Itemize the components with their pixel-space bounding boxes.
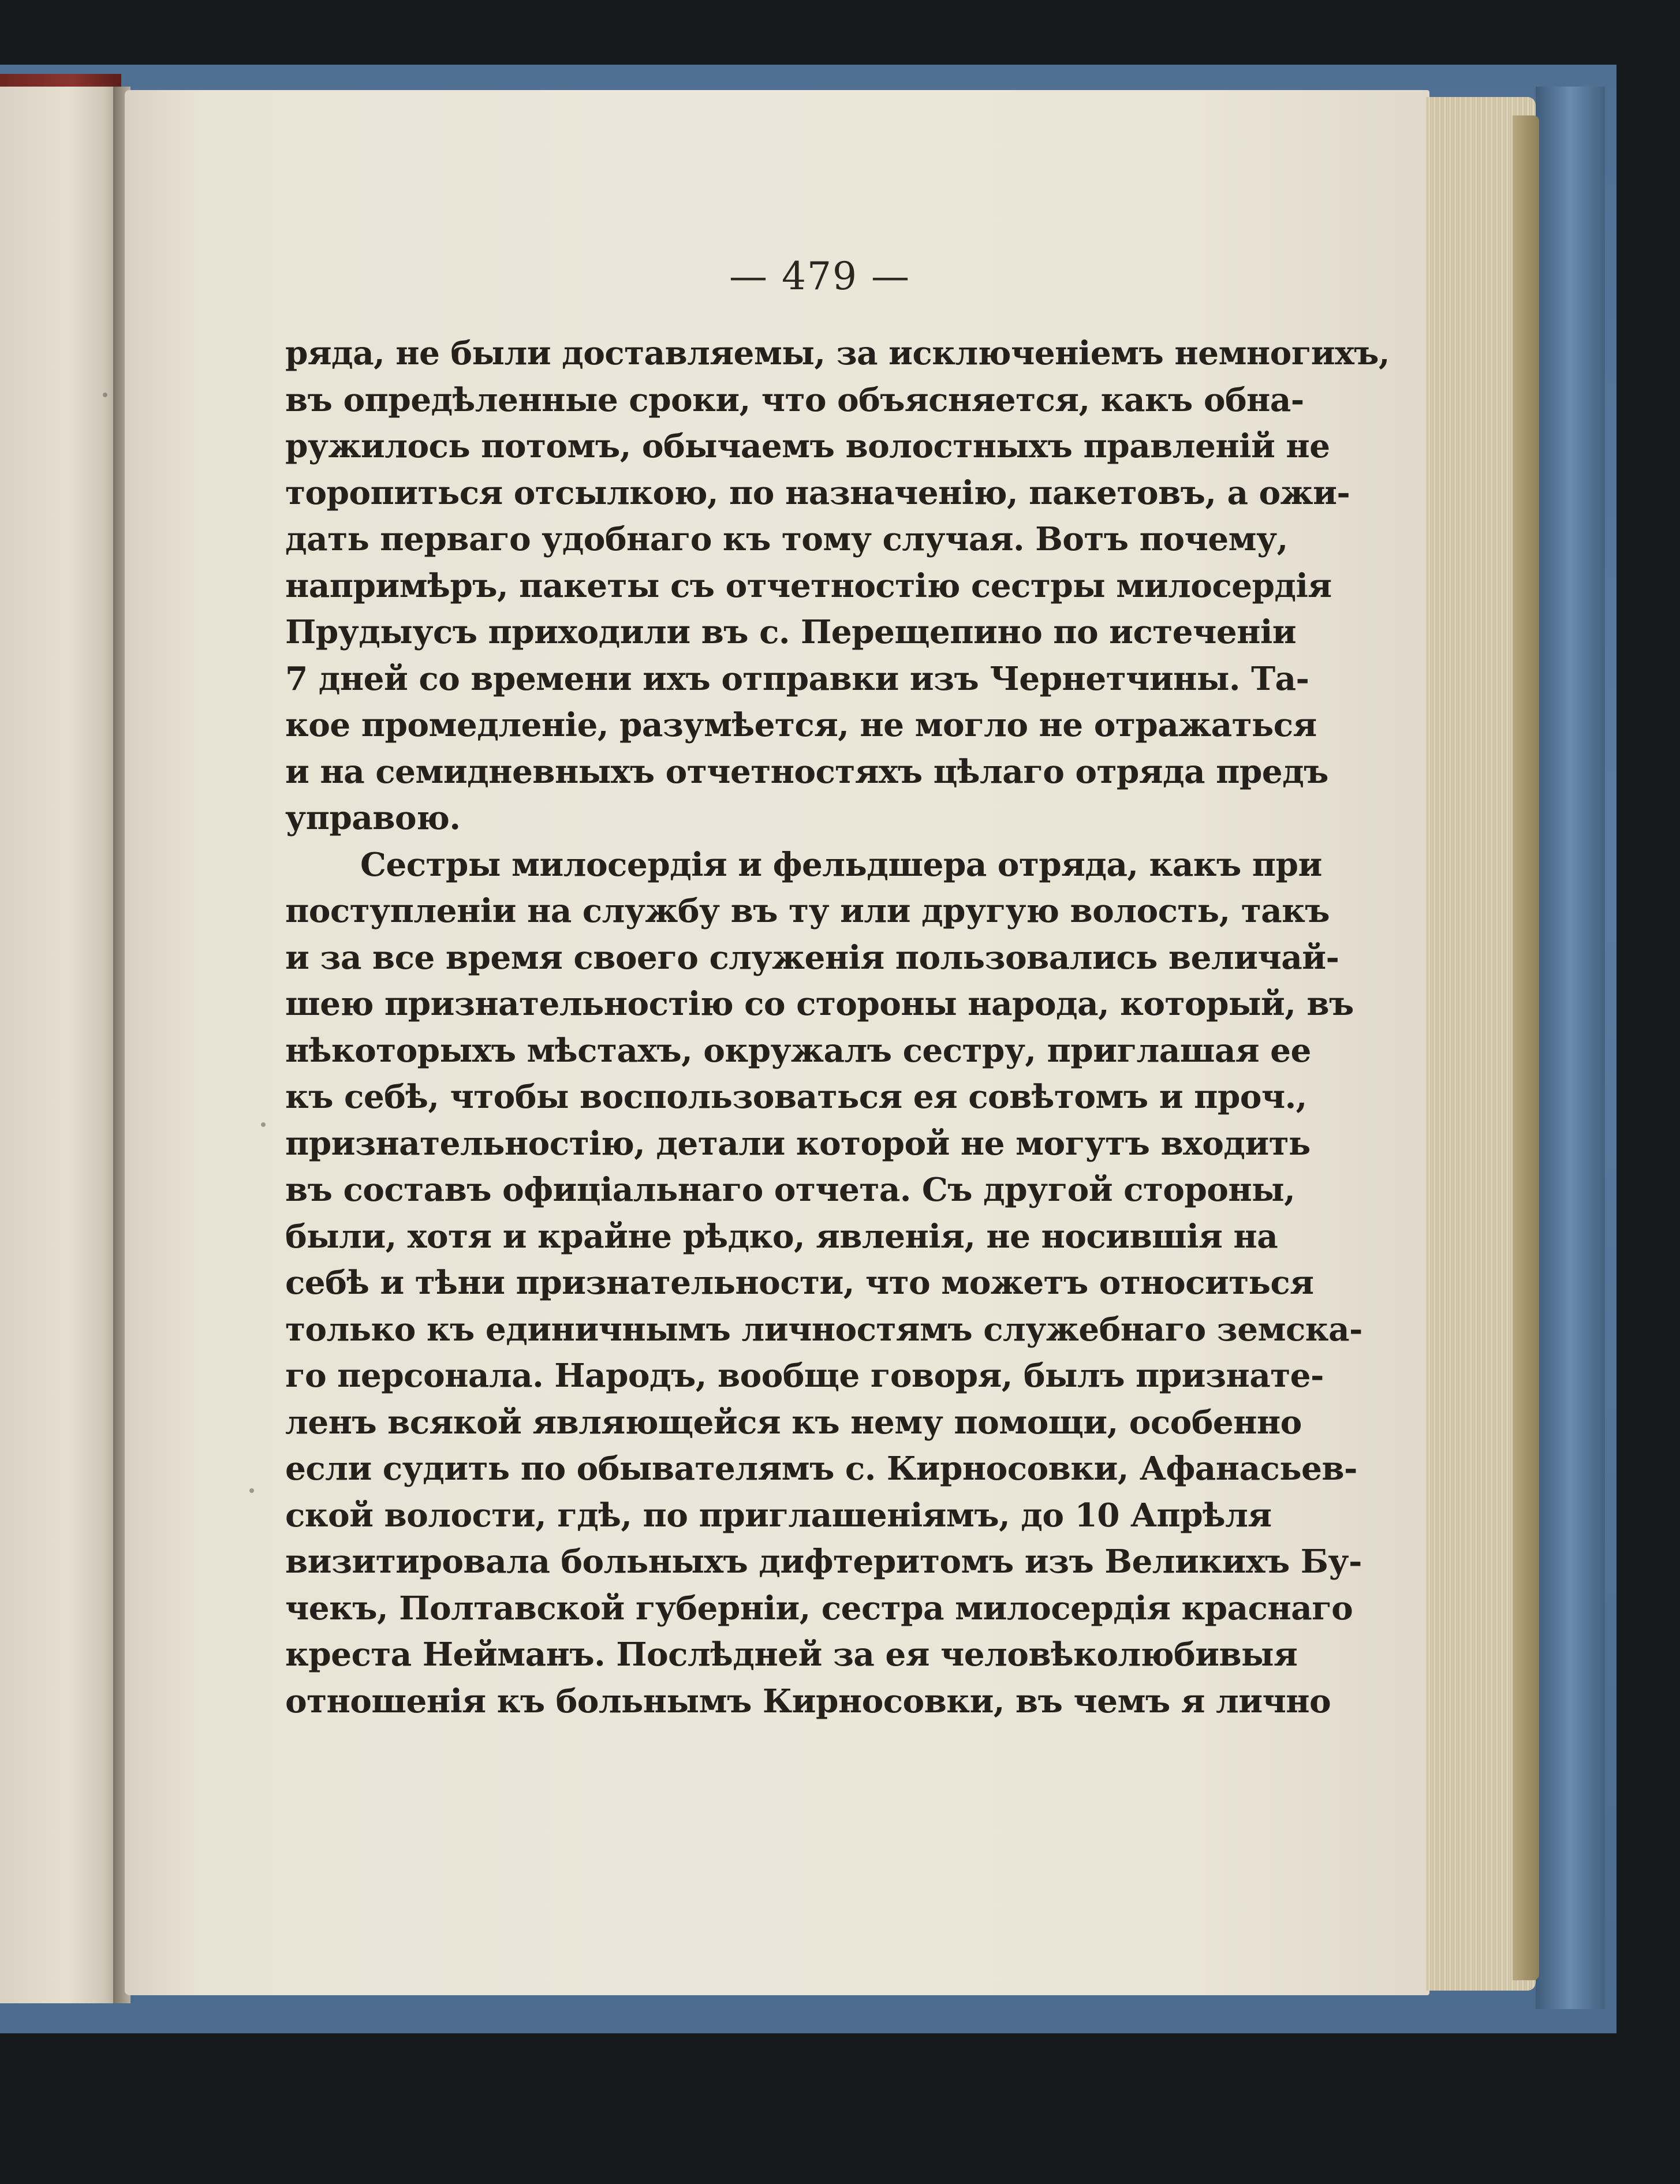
- text-line: ряда, не были доставляемы, за исключенiемъ немногихъ,: [285, 334, 1390, 372]
- text-line: поступленiи на службу въ ту или другую волость, такъ: [285, 892, 1330, 930]
- text-line: напримѣръ, пакеты съ отчетностiю сестры милосердiя: [285, 566, 1332, 605]
- text-line: ленъ всякой являющейся къ нему помощи, особенно: [285, 1403, 1302, 1442]
- paper-speck: [249, 1488, 254, 1493]
- text-line: и за все время своего служенiя пользовались величай-: [285, 938, 1339, 977]
- text-line: были, хотя и крайне рѣдко, явленiя, не носившiя на: [285, 1217, 1278, 1256]
- body-text: [285, 330, 1390, 1724]
- text-line: ской волости, гдѣ, по приглашенiямъ, до 10 Апрѣля: [285, 1496, 1272, 1535]
- text-line: визитировала больныхъ дифтеритомъ изъ Великихъ Бу-: [285, 1543, 1362, 1581]
- text-line: себѣ и тѣни признательности, что можетъ относиться: [285, 1264, 1314, 1302]
- text-line: Прудыусъ приходили въ с. Перещепино по истеченiи: [285, 613, 1297, 651]
- text-line: креста Нейманъ. Послѣдней за ея человѣколюбивыя: [285, 1636, 1298, 1674]
- text-line: ружилось потомъ, обычаемъ волостныхъ правленiй не: [285, 427, 1330, 465]
- text-line: го персонала. Народъ, вообще говоря, былъ признате-: [285, 1357, 1324, 1395]
- left-page: [0, 87, 122, 2003]
- paragraph-end-line: управою.: [285, 799, 461, 837]
- text-line: шею признательностiю со стороны народа, который, въ: [285, 985, 1354, 1023]
- book-cover-edge: [1536, 87, 1605, 2009]
- paper-speck: [103, 393, 107, 397]
- text-line: дать перваго удобнаго къ тому случая. Вотъ почему,: [285, 520, 1288, 558]
- paragraph-start-line: Сестры милосердiя и фельдшера отряда, какъ при: [360, 845, 1322, 884]
- text-line: въ составъ офицiальнаго отчета. Съ другой стороны,: [285, 1171, 1296, 1209]
- text-line: 7 дней со времени ихъ отправки изъ Чернетчины. Та-: [285, 659, 1309, 698]
- text-line: въ опредѣленные сроки, что объясняется, какъ обна-: [285, 380, 1304, 419]
- text-line: только къ единичнымъ личностямъ служебнаго земска-: [285, 1310, 1362, 1349]
- text-line: и на семидневныхъ отчетностяхъ цѣлаго отряда предъ: [285, 752, 1328, 791]
- text-line: нѣкоторыхъ мѣстахъ, окружалъ сестру, приглашая ее: [285, 1031, 1311, 1070]
- text-line: къ себѣ, чтобы воспользоваться ея совѣтомъ и проч.,: [285, 1078, 1307, 1116]
- text-line: кое промедленiе, разумѣется, не могло не отражаться: [285, 706, 1317, 744]
- paper-speck: [261, 1122, 266, 1127]
- text-line: чекъ, Полтавской губернiи, сестра милосердiя краснаго: [285, 1589, 1353, 1627]
- text-line: если судить по обывателямъ с. Кирносовки, Афанасьев-: [285, 1450, 1357, 1488]
- text-line: торопиться отсылкою, по назначенiю, пакетовъ, а ожи-: [285, 473, 1350, 512]
- text-line: признательностiю, детали которой не могутъ входить: [285, 1124, 1311, 1163]
- page-number: — 479 —: [729, 254, 910, 298]
- text-line: отношенiя къ больнымъ Кирносовки, въ чемъ я лично: [285, 1682, 1331, 1720]
- page-fore-edge-shadow: [1513, 115, 1539, 1980]
